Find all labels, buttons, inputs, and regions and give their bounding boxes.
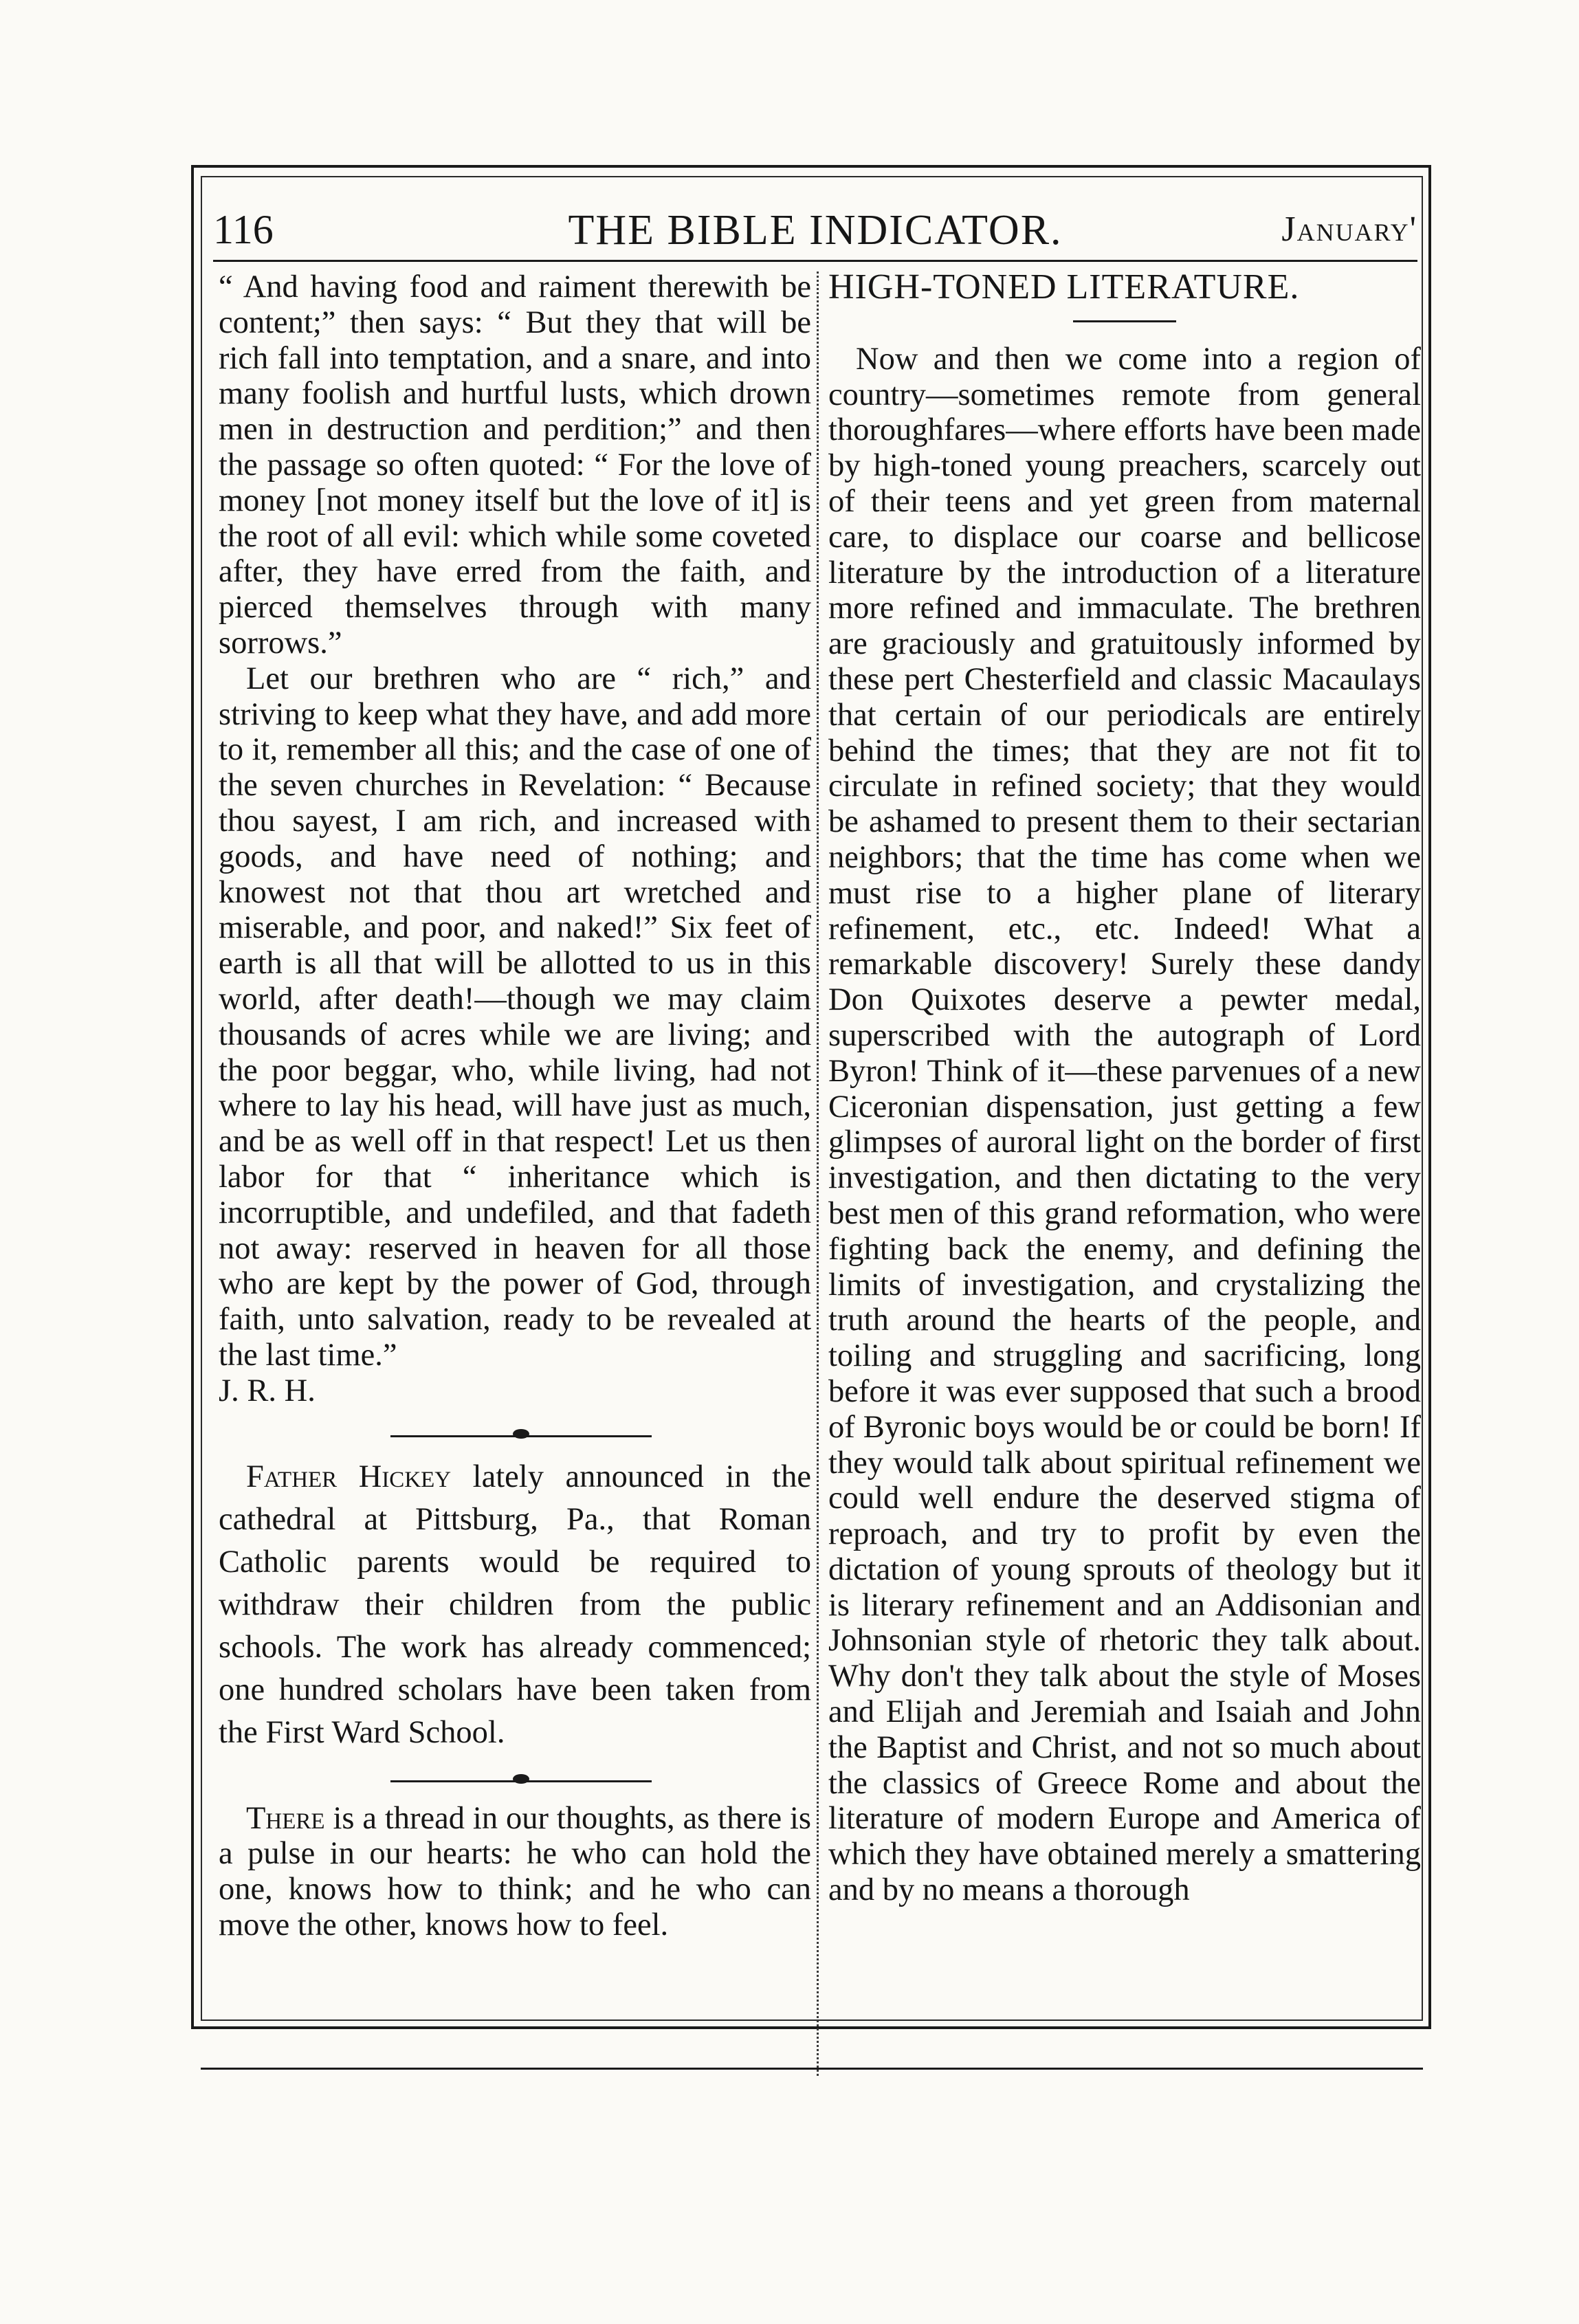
heading-rule — [1073, 320, 1176, 322]
issue-month: January' — [1281, 210, 1417, 249]
left-column — [219, 269, 811, 1943]
right-column — [828, 269, 1421, 1908]
column-divider — [817, 272, 819, 2076]
left-paragraph-2: Let our brethren who are “ rich,” and striving to keep what they have, and add more to it, remember all this; and the case of one of the seven churches in Revelation: “ Because thou sayest, I am rich, and increased with goods, and have need of nothing; and knowest not that thou art wretched and miserable, and poor, and naked!” Six feet of earth is all that will be allotted to us in this world, after death!—though we may claim thousands of acres while we are living; and the poor beggar, who, while living, had not where to lay his head, will have just as much, and be as well off in that respect! Let us then labor for that “ inheritance which is incorruptible, and undefiled, and that fadeth not away: reserved in heaven for all those who are kept by the power of God, through faith, unto salvation, ready to be revealed at the last time.” — [219, 661, 811, 1373]
paragraph-body: is a thread in our thoughts, as there is a pulse in our hearts: he who can hold the one, knows how to think; and he who can move the other, knows how to feel. — [219, 1800, 811, 1943]
left-paragraph-1: “ And having food and raiment therewith be content;” then says: “ But they that will be rich fall into temptation, and a snare, and into many foolish and hurtful lusts, which drown men in destruction and perdition;” and then the passage so often quoted: “ For the love of money [not money itself but the love of it] is the root of all evil: which while some coveted after, they have erred from the faith, and pierced themselves through with many sorrows.” — [219, 269, 811, 661]
article-heading: HIGH-TONED LITERATURE. — [828, 267, 1300, 307]
running-header — [213, 206, 1417, 261]
section-ornament — [219, 1767, 811, 1794]
paragraph-body: lately announced in the cathedral at Pittsburg, Pa., that Roman Catholic parents would be required to withdraw their children from the public schools. The work has already commenced; one hundred scholars have been taken from the First Ward School. — [219, 1459, 811, 1750]
page-number: 116 — [213, 207, 274, 252]
section-ornament — [219, 1421, 811, 1449]
article-body: Now and then we come into a region of country—sometimes remote from general thoroughfares—where efforts have been made by high-toned young preachers, scarcely out of their teens and yet green from maternal care, to displace our coarse and bellicose literature by the introduction of a literature more refined and immaculate. The brethren are graciously and gratuitously informed by these pert Chesterfield and classic Macaulays that certain of our periodicals are entirely behind the times; that they are not fit to circulate in refined society; that they would be ashamed to present them to their sectarian neighbors; that the time has come when we must rise to a higher plane of literary refinement, etc., etc. Indeed! What a remarkable discovery! Surely these dandy Don Quixotes deserve a pewter medal, superscribed with the autograph of Lord Byron! Think of it—these parvenues of a new Ciceronian dispensation, just getting a few glimpses of auroral light on the border of first investigation, and then dictating to the very best men of this grand reformation, who were fighting back the enemy, and defining the limits of investigation, and crystalizing the truth around the hearts of the people, and toiling and struggling and sacrificing, long before it was ever supposed that such a brood of Byronic boys would be or could be born! If they would talk about spiritual refinement we could well endure the deserved stigma of reproach, and try to profit by even the dictation of young sprouts of theology but it is literary refinement and an Addisonian and Johnsonian style of rhetoric they talk about. Why don't they talk about the style of Moses and Elijah and Jeremiah and Isaiah and John the Baptist and Christ, and not so much about the classics of Greece Rome and about the literature of modern Europe and America of which they have obtained merely a smattering and by no means a thorough — [828, 341, 1421, 1908]
thread-paragraph — [219, 1801, 811, 1943]
lead-words: Father Hickey — [246, 1459, 452, 1494]
father-hickey-paragraph — [219, 1456, 811, 1754]
bottom-rule — [201, 2068, 1423, 2070]
header-rule — [213, 260, 1417, 262]
lead-words: There — [246, 1800, 325, 1836]
journal-title: THE BIBLE INDICATOR. — [568, 207, 1063, 254]
author-signature: J. R. H. — [219, 1373, 316, 1408]
